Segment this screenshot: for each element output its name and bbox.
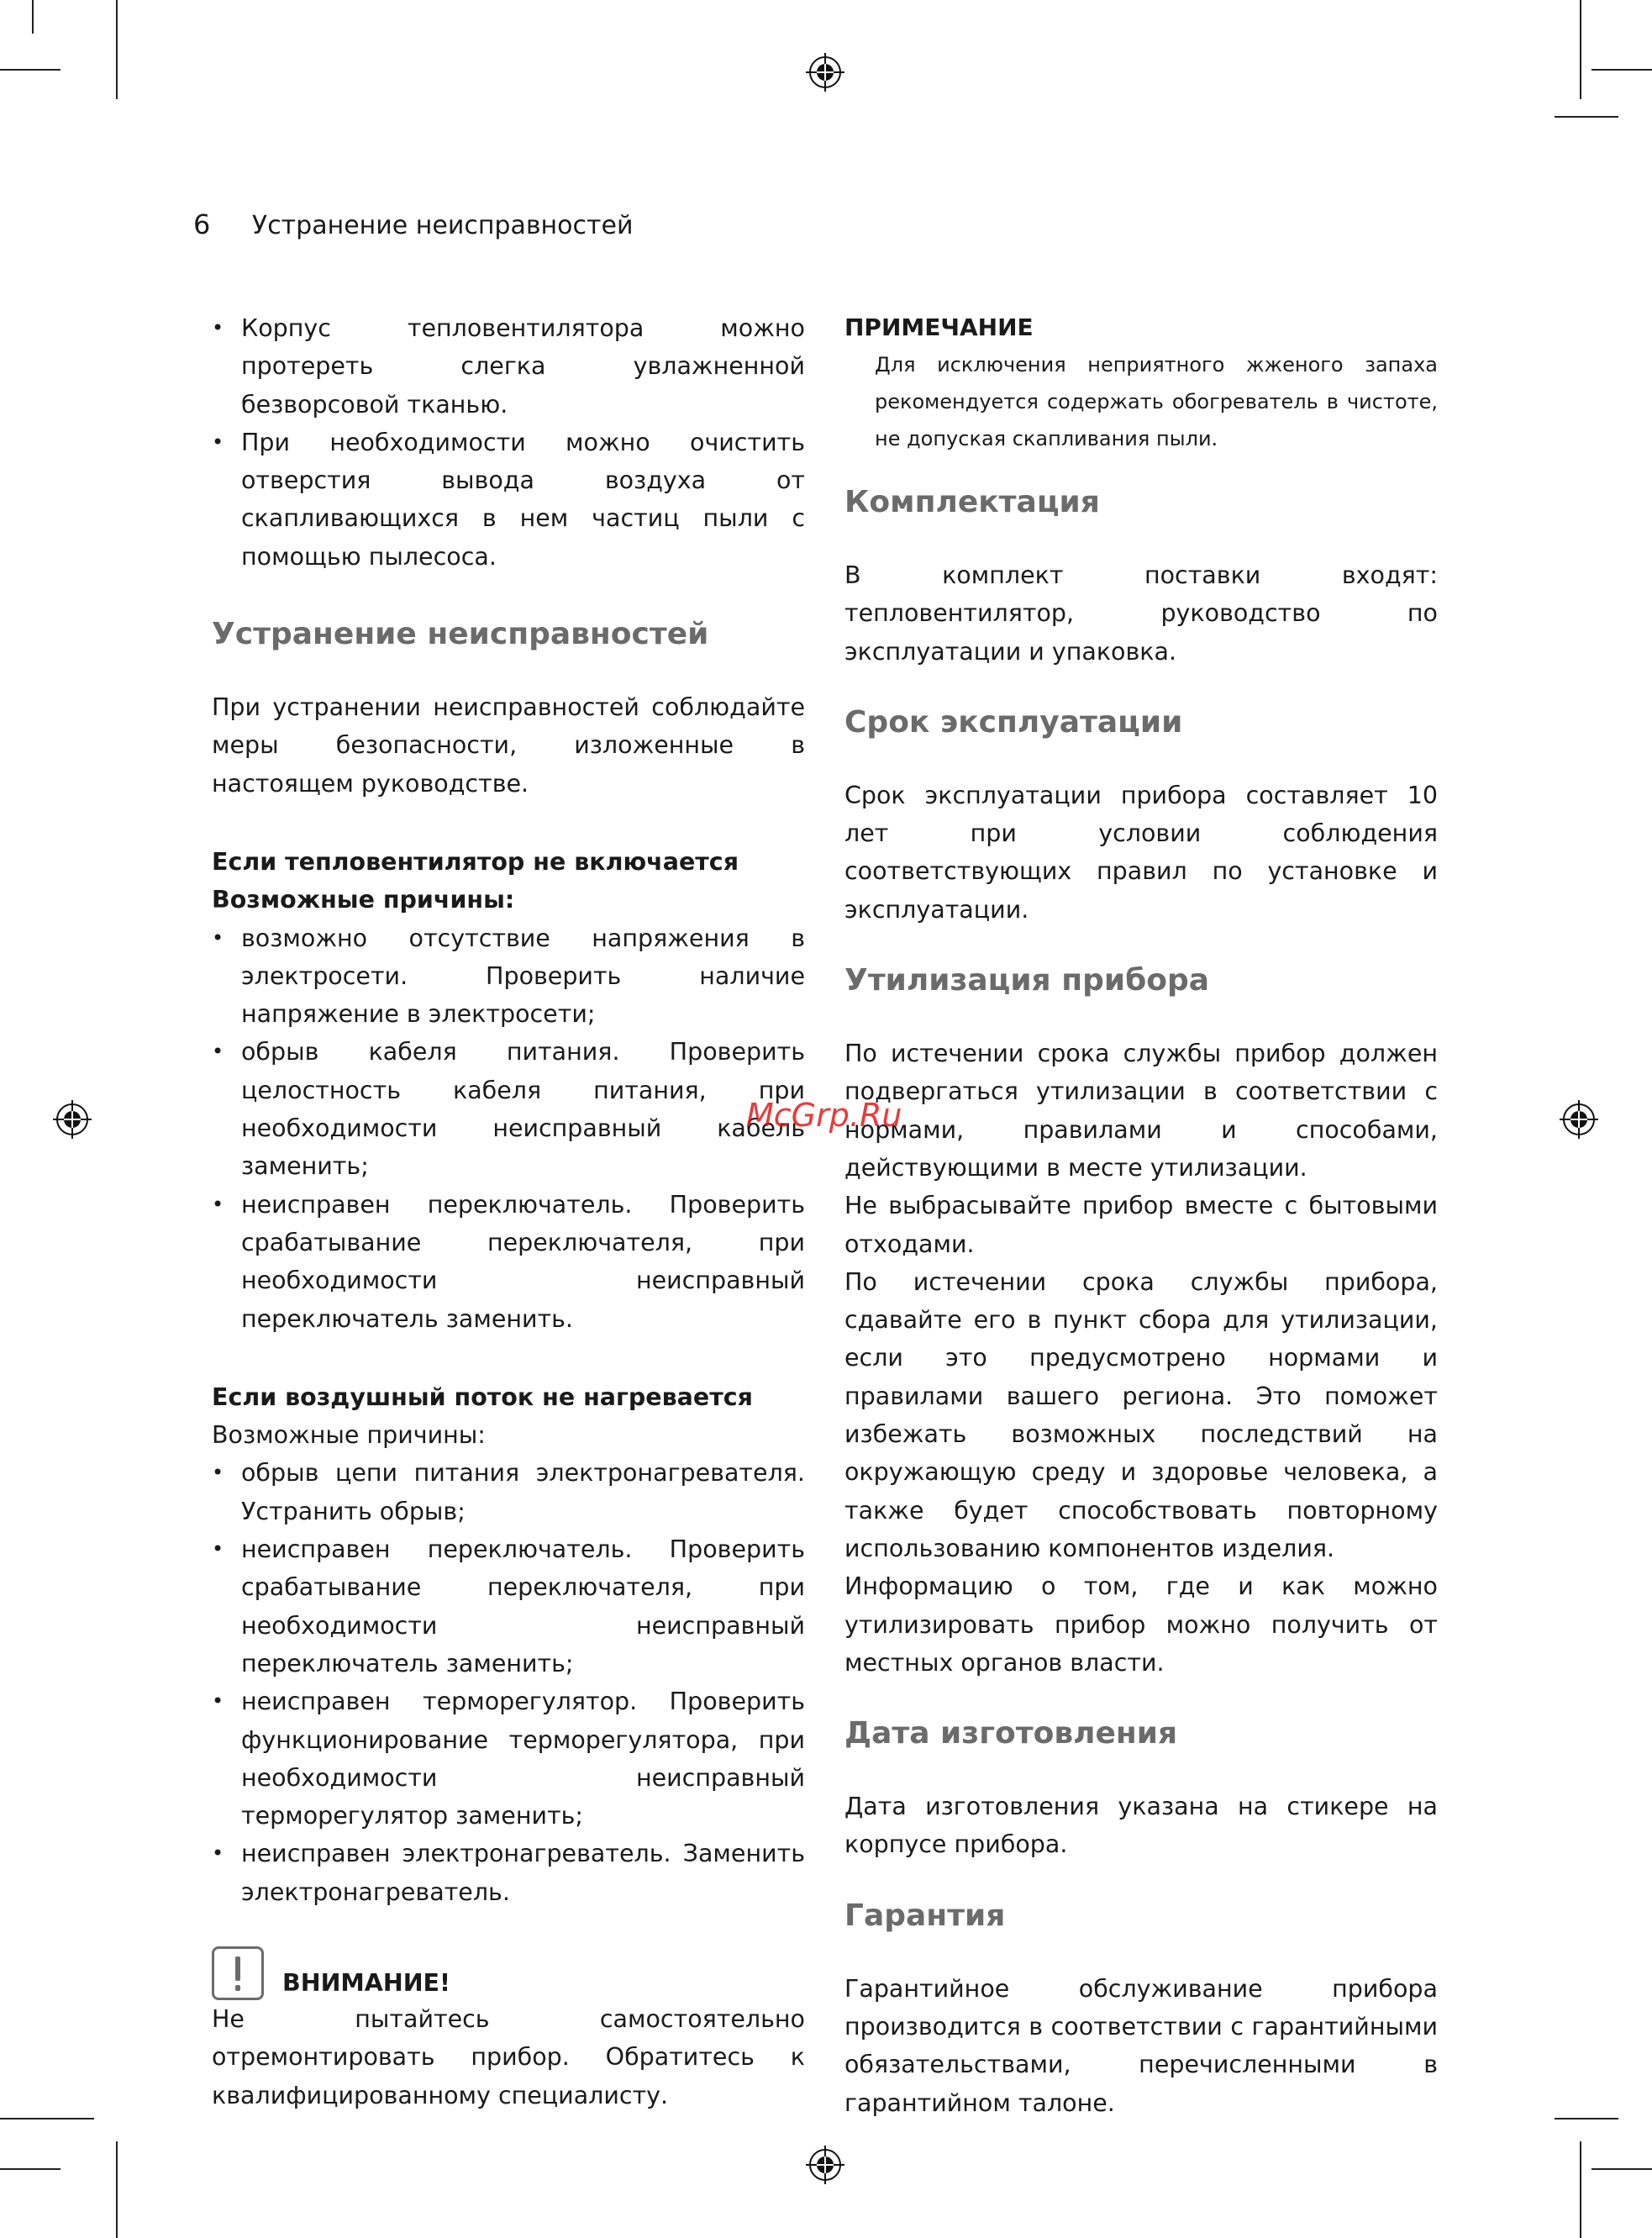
case2-list	[212, 1454, 805, 1911]
case1-title: Если тепловентилятор не включается	[212, 847, 739, 876]
life-text: Срок эксплуатации прибора составляет 10 лет при условии соблюдения соответствующих правил по установке и эксплуатации.	[844, 781, 1438, 924]
warning-exclamation-icon	[212, 1946, 264, 2000]
warning-label: ВНИМАНИЕ!	[282, 1968, 451, 1997]
crop-mark	[0, 69, 61, 71]
disposal-heading: Утилизация прибора	[844, 963, 1210, 998]
list-item: • неисправен электронагреватель. Заменить электронагреватель.	[212, 1835, 805, 1911]
running-head	[193, 208, 633, 240]
registration-mark-icon	[1560, 1100, 1598, 1139]
disposal-text-1: По истечении срока службы прибор должен подвергаться утилизации в соответствии с нормами, правилами и способами, действующими в месте утилизации.	[844, 1040, 1438, 1182]
crop-mark	[0, 2168, 61, 2170]
crop-mark	[1580, 2141, 1581, 2238]
crop-mark	[1555, 116, 1618, 118]
disposal-text-2: Не выбрасывайте прибор вместе с бытовыми отходами.	[844, 1192, 1438, 1258]
left-column	[212, 309, 805, 2114]
warning-text: Не пытайтесь самостоятельно отремонтировать прибор. Обратитесь к квалифицированному специалисту.	[212, 2004, 805, 2109]
troubleshooting-intro: При устранении неисправностей соблюдайте меры безопасности, изложенные в настоящем руководстве.	[212, 693, 805, 798]
crop-mark	[32, 0, 34, 34]
warning-block	[212, 1946, 805, 2000]
crop-mark	[116, 2141, 118, 2238]
watermark: McGrp.Ru	[746, 1097, 902, 1134]
list-item: • обрыв цепи питания электронагревателя. Устранить обрыв;	[212, 1454, 805, 1530]
right-column	[844, 309, 1438, 2122]
crop-mark	[1580, 0, 1581, 99]
page-number: 6	[193, 208, 211, 240]
disposal-text-4: Информацию о том, где и как можно утилизировать прибор можно получить от местных органов власти.	[844, 1572, 1438, 1677]
case2-subtitle: Возможные причины:	[212, 1421, 486, 1450]
case1-list	[212, 919, 805, 1338]
registration-mark-icon	[806, 2146, 844, 2184]
case1-subtitle: Возможные причины:	[212, 886, 515, 914]
warranty-heading: Гарантия	[844, 1898, 1006, 1933]
list-item: • обрыв кабеля питания. Проверить целостность кабеля питания, при необходимости неисправный кабель заменить;	[212, 1033, 805, 1185]
list-item: • возможно отсутствие напряжения в электросети. Проверить наличие напряжение в электросети;	[212, 919, 805, 1034]
note-title: ПРИМЕЧАНИЕ	[844, 313, 1034, 341]
crop-mark	[116, 0, 118, 99]
troubleshooting-heading: Устранение неисправностей	[212, 617, 709, 652]
list-item: • При необходимости можно очистить отверстия вывода воздуха от скапливающихся в нем частиц пыли с помощью пылесоса.	[212, 424, 805, 576]
list-item: • Корпус тепловентилятора можно протереть слегка увлажненной безворсовой тканью.	[212, 309, 805, 424]
list-item: • неисправен переключатель. Проверить срабатывание переключателя, при необходимости неисправный переключатель заменить.	[212, 1186, 805, 1338]
warranty-text: Гарантийное обслуживание прибора производится в соответствии с гарантийными обязательствами, перечисленными в гарантийном талоне.	[844, 1974, 1438, 2117]
case2-title: Если воздушный поток не нагревается	[212, 1382, 753, 1411]
kit-heading: Комплектация	[844, 485, 1100, 519]
running-head-title: Устранение неисправностей	[251, 211, 634, 240]
crop-mark	[1591, 2168, 1652, 2170]
note-text: Для исключения неприятного жженого запаха рекомендуется содержать обогреватель в чистоте, не допуская скапливания пыли.	[875, 353, 1438, 450]
cleaning-list	[212, 309, 805, 576]
life-heading: Срок эксплуатации	[844, 704, 1183, 740]
list-item: • неисправен переключатель. Проверить срабатывание переключателя, при необходимости неисправный переключатель заменить;	[212, 1530, 805, 1682]
crop-mark	[1555, 2118, 1618, 2120]
date-heading: Дата изготовления	[844, 1716, 1178, 1751]
list-item: • неисправен терморегулятор. Проверить функционирование терморегулятора, при необходимости неисправный терморегулятор заменить;	[212, 1682, 805, 1835]
date-text: Дата изготовления указана на стикере на корпусе прибора.	[844, 1793, 1438, 1859]
disposal-text-3: По истечении срока службы прибора, сдавайте его в пункт сбора для утилизации, если это предусмотрено нормами и правилами вашего региона. Это поможет избежать возможных последствий на окружающую среду и здоровье человека, а также будет способствовать повторному использованию компонентов изделия.	[844, 1267, 1438, 1562]
crop-mark	[0, 2118, 94, 2120]
registration-mark-icon	[806, 53, 844, 92]
registration-mark-icon	[53, 1100, 92, 1139]
crop-mark	[1591, 69, 1652, 71]
kit-text: В комплект поставки входят: тепловентилятор, руководство по эксплуатации и упаковка.	[844, 561, 1438, 666]
